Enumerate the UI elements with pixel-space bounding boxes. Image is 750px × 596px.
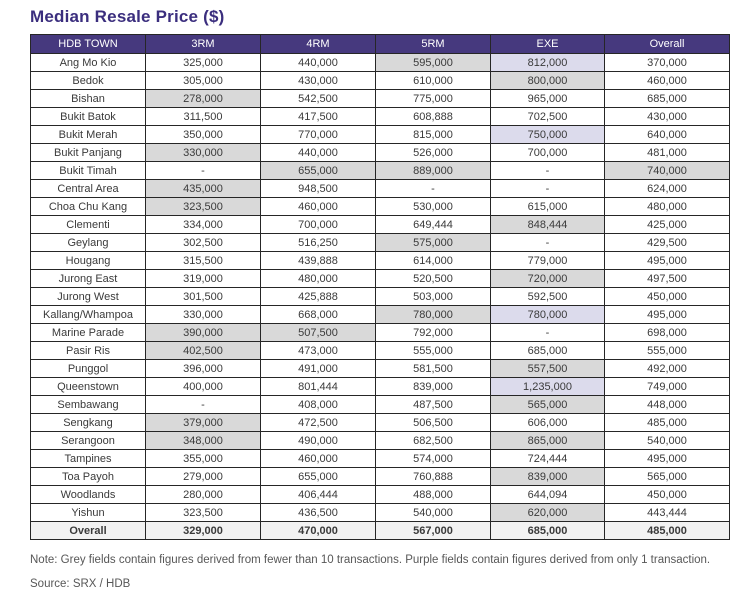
price-cell: 311,500 (146, 108, 261, 126)
price-cell: 780,000 (376, 306, 491, 324)
median-resale-price-table (30, 34, 730, 540)
price-cell: 506,500 (376, 414, 491, 432)
price-cell: 610,000 (376, 72, 491, 90)
town-cell: Sengkang (31, 414, 146, 432)
price-cell: 620,000 (491, 504, 605, 522)
price-cell: 402,500 (146, 342, 261, 360)
price-cell: 460,000 (605, 72, 730, 90)
price-cell: 480,000 (261, 270, 376, 288)
table-row (31, 324, 730, 342)
price-cell: 417,500 (261, 108, 376, 126)
price-cell: 429,500 (605, 234, 730, 252)
price-cell: - (491, 324, 605, 342)
price-cell: 702,500 (491, 108, 605, 126)
town-cell: Sembawang (31, 396, 146, 414)
price-cell: 839,000 (491, 468, 605, 486)
price-cell: 400,000 (146, 378, 261, 396)
price-cell: 472,500 (261, 414, 376, 432)
price-cell: 430,000 (261, 72, 376, 90)
price-cell: 700,000 (261, 216, 376, 234)
price-cell: 581,500 (376, 360, 491, 378)
price-cell: 355,000 (146, 450, 261, 468)
column-header-exe: EXE (491, 35, 605, 54)
price-cell: 408,000 (261, 396, 376, 414)
town-cell: Bedok (31, 72, 146, 90)
price-cell: 760,888 (376, 468, 491, 486)
table-row (31, 252, 730, 270)
price-cell: 965,000 (491, 90, 605, 108)
price-cell: 530,000 (376, 198, 491, 216)
price-cell: 485,000 (605, 522, 730, 540)
table-row (31, 216, 730, 234)
price-cell: 495,000 (605, 450, 730, 468)
town-cell: Jurong West (31, 288, 146, 306)
price-cell: 350,000 (146, 126, 261, 144)
price-cell: 540,000 (605, 432, 730, 450)
price-cell: 865,000 (491, 432, 605, 450)
price-cell: 379,000 (146, 414, 261, 432)
table-row (31, 54, 730, 72)
source-line: Source: SRX / HDB (30, 578, 131, 590)
price-cell: 495,000 (605, 306, 730, 324)
price-cell: 436,500 (261, 504, 376, 522)
price-cell: 574,000 (376, 450, 491, 468)
column-header-overall: Overall (605, 35, 730, 54)
table-row (31, 360, 730, 378)
price-cell: 348,000 (146, 432, 261, 450)
price-cell: 668,000 (261, 306, 376, 324)
town-cell: Ang Mo Kio (31, 54, 146, 72)
price-cell: 516,250 (261, 234, 376, 252)
price-cell: 325,000 (146, 54, 261, 72)
price-cell: 497,500 (605, 270, 730, 288)
town-cell: Bukit Merah (31, 126, 146, 144)
price-cell: 490,000 (261, 432, 376, 450)
price-cell: 655,000 (261, 162, 376, 180)
price-cell: 488,000 (376, 486, 491, 504)
town-cell: Bukit Panjang (31, 144, 146, 162)
price-cell: 330,000 (146, 306, 261, 324)
price-cell: 440,000 (261, 144, 376, 162)
price-cell: 480,000 (605, 198, 730, 216)
price-cell: 329,000 (146, 522, 261, 540)
price-cell: 624,000 (605, 180, 730, 198)
price-cell: 450,000 (605, 486, 730, 504)
table-row (31, 468, 730, 486)
price-cell: 700,000 (491, 144, 605, 162)
town-cell: Bukit Batok (31, 108, 146, 126)
table-row (31, 342, 730, 360)
table-body (31, 54, 730, 540)
column-header-4rm: 4RM (261, 35, 376, 54)
price-cell: 649,444 (376, 216, 491, 234)
price-cell: 848,444 (491, 216, 605, 234)
price-cell: - (491, 180, 605, 198)
price-cell: 555,000 (376, 342, 491, 360)
column-header-5rm: 5RM (376, 35, 491, 54)
price-cell: 425,000 (605, 216, 730, 234)
price-cell: 555,000 (605, 342, 730, 360)
price-cell: 390,000 (146, 324, 261, 342)
price-cell: 800,000 (491, 72, 605, 90)
price-cell: 565,000 (491, 396, 605, 414)
price-cell: - (146, 396, 261, 414)
price-cell: 406,444 (261, 486, 376, 504)
table-row (31, 270, 730, 288)
price-cell: 370,000 (605, 54, 730, 72)
price-cell: 470,000 (261, 522, 376, 540)
price-cell: 495,000 (605, 252, 730, 270)
price-cell: 305,000 (146, 72, 261, 90)
price-cell: 323,500 (146, 504, 261, 522)
price-cell: 542,500 (261, 90, 376, 108)
price-cell: 685,000 (491, 342, 605, 360)
table-row (31, 486, 730, 504)
town-cell: Choa Chu Kang (31, 198, 146, 216)
table-row (31, 162, 730, 180)
price-cell: 491,000 (261, 360, 376, 378)
table-header-row (31, 35, 730, 54)
price-cell: 485,000 (605, 414, 730, 432)
price-cell: 606,000 (491, 414, 605, 432)
price-cell: 595,000 (376, 54, 491, 72)
town-cell: Serangoon (31, 432, 146, 450)
price-cell: 685,000 (491, 522, 605, 540)
column-header-3rm: 3RM (146, 35, 261, 54)
price-cell: 615,000 (491, 198, 605, 216)
price-cell: 839,000 (376, 378, 491, 396)
price-cell: - (376, 180, 491, 198)
price-cell: 526,000 (376, 144, 491, 162)
table-row (31, 144, 730, 162)
price-cell: 655,000 (261, 468, 376, 486)
price-cell: 487,500 (376, 396, 491, 414)
price-cell: 435,000 (146, 180, 261, 198)
price-cell: 280,000 (146, 486, 261, 504)
town-cell: Bukit Timah (31, 162, 146, 180)
town-cell: Geylang (31, 234, 146, 252)
price-cell: 575,000 (376, 234, 491, 252)
price-cell: 278,000 (146, 90, 261, 108)
price-cell: 301,500 (146, 288, 261, 306)
price-cell: 520,500 (376, 270, 491, 288)
price-cell: 507,500 (261, 324, 376, 342)
price-cell: 780,000 (491, 306, 605, 324)
town-cell: Queenstown (31, 378, 146, 396)
price-cell: 557,500 (491, 360, 605, 378)
town-cell: Marine Parade (31, 324, 146, 342)
price-cell: 948,500 (261, 180, 376, 198)
price-cell: 792,000 (376, 324, 491, 342)
town-cell: Punggol (31, 360, 146, 378)
price-cell: 315,500 (146, 252, 261, 270)
town-cell: Woodlands (31, 486, 146, 504)
table-row (31, 126, 730, 144)
price-cell: 319,000 (146, 270, 261, 288)
price-cell: 334,000 (146, 216, 261, 234)
price-cell: 439,888 (261, 252, 376, 270)
town-cell: Central Area (31, 180, 146, 198)
table-row (31, 108, 730, 126)
price-cell: 698,000 (605, 324, 730, 342)
table-row (31, 450, 730, 468)
price-cell: 443,444 (605, 504, 730, 522)
price-cell: - (491, 234, 605, 252)
price-cell: 503,000 (376, 288, 491, 306)
table-row (31, 504, 730, 522)
price-cell: 592,500 (491, 288, 605, 306)
price-cell: 396,000 (146, 360, 261, 378)
price-cell: 481,000 (605, 144, 730, 162)
price-cell: 330,000 (146, 144, 261, 162)
price-cell: 750,000 (491, 126, 605, 144)
town-cell: Hougang (31, 252, 146, 270)
price-cell: 740,000 (605, 162, 730, 180)
table-row (31, 396, 730, 414)
table-row (31, 72, 730, 90)
price-cell: 448,000 (605, 396, 730, 414)
table-row (31, 288, 730, 306)
table-row (31, 198, 730, 216)
price-cell: 565,000 (605, 468, 730, 486)
town-cell: Clementi (31, 216, 146, 234)
price-cell: 1,235,000 (491, 378, 605, 396)
price-cell: 425,888 (261, 288, 376, 306)
price-cell: 567,000 (376, 522, 491, 540)
price-cell: 770,000 (261, 126, 376, 144)
price-cell: 682,500 (376, 432, 491, 450)
table-row (31, 90, 730, 108)
table-row (31, 306, 730, 324)
town-cell: Jurong East (31, 270, 146, 288)
price-cell: 644,094 (491, 486, 605, 504)
price-cell: 749,000 (605, 378, 730, 396)
town-cell: Toa Payoh (31, 468, 146, 486)
footnote: Note: Grey fields contain figures derived from fewer than 10 transactions. Purple fields contain figures derived from only 1 transaction. (30, 554, 711, 566)
table-row (31, 180, 730, 198)
price-cell: 473,000 (261, 342, 376, 360)
price-cell: 440,000 (261, 54, 376, 72)
page-title: Median Resale Price ($) (30, 7, 225, 26)
table-header (31, 35, 730, 54)
price-cell: 279,000 (146, 468, 261, 486)
price-cell: - (491, 162, 605, 180)
column-header-hdb-town: HDB TOWN (31, 35, 146, 54)
table-row (31, 432, 730, 450)
price-cell: 815,000 (376, 126, 491, 144)
price-cell: 614,000 (376, 252, 491, 270)
price-cell: 685,000 (605, 90, 730, 108)
town-cell: Kallang/Whampoa (31, 306, 146, 324)
town-cell: Pasir Ris (31, 342, 146, 360)
price-cell: 492,000 (605, 360, 730, 378)
price-cell: 460,000 (261, 198, 376, 216)
table-row (31, 234, 730, 252)
table-row (31, 414, 730, 432)
table-row (31, 378, 730, 396)
price-cell: 540,000 (376, 504, 491, 522)
price-cell: 724,444 (491, 450, 605, 468)
overall-total-row (31, 522, 730, 540)
price-cell: 450,000 (605, 288, 730, 306)
town-cell: Overall (31, 522, 146, 540)
price-cell: 460,000 (261, 450, 376, 468)
price-cell: 889,000 (376, 162, 491, 180)
price-cell: 323,500 (146, 198, 261, 216)
price-cell: - (146, 162, 261, 180)
price-cell: 812,000 (491, 54, 605, 72)
price-cell: 608,888 (376, 108, 491, 126)
town-cell: Bishan (31, 90, 146, 108)
price-cell: 775,000 (376, 90, 491, 108)
price-cell: 430,000 (605, 108, 730, 126)
price-cell: 801,444 (261, 378, 376, 396)
price-cell: 640,000 (605, 126, 730, 144)
price-cell: 720,000 (491, 270, 605, 288)
town-cell: Tampines (31, 450, 146, 468)
price-cell: 779,000 (491, 252, 605, 270)
town-cell: Yishun (31, 504, 146, 522)
price-cell: 302,500 (146, 234, 261, 252)
